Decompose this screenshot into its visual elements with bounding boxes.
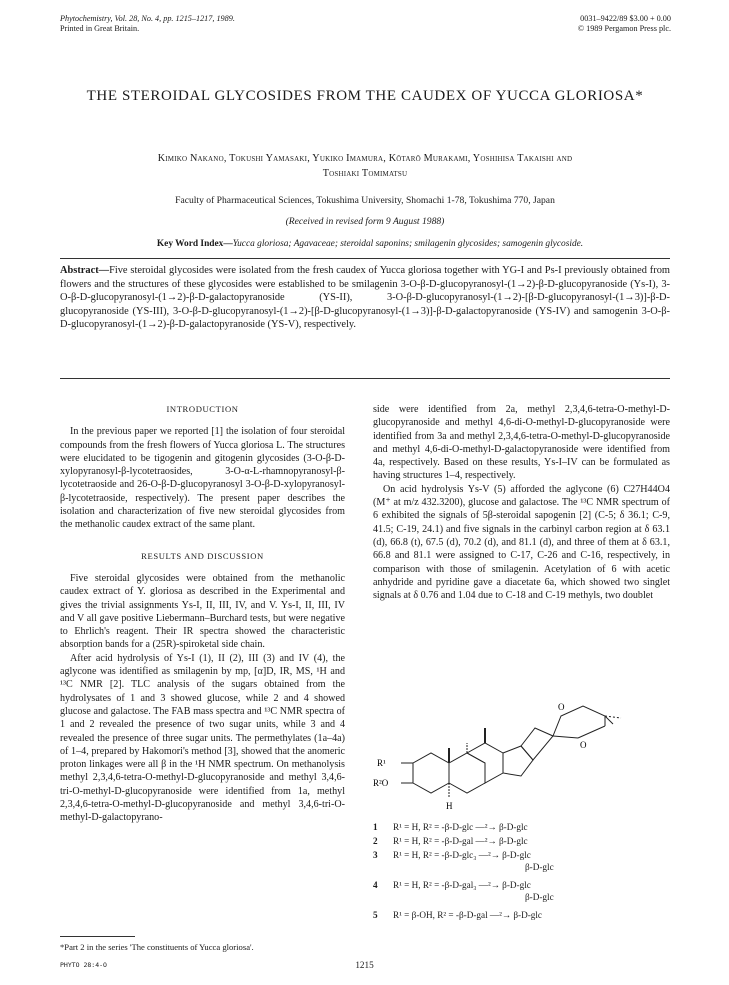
h-label: H <box>446 801 453 811</box>
article-title: THE STEROIDAL GLYCOSIDES FROM THE CAUDEX OF YUCCA GLORIOSA* <box>86 88 644 104</box>
running-header-left <box>60 14 235 34</box>
compound-row: 3 R¹ = H, R² = -β-D-glc₃ —²→ β-D-glc <box>373 850 531 860</box>
results-heading: RESULTS AND DISCUSSION <box>141 550 264 561</box>
compound-branch: β-D-glc <box>525 862 554 872</box>
compound-list <box>373 822 554 922</box>
phyto-code: PHYTO 28:4-O <box>60 961 107 969</box>
compound-row: 4 R¹ = H, R² = -β-D-gal₃ —²→ β-D-glc <box>373 880 531 890</box>
right-paragraph-1: side were identified from 2a, methyl 2,3,4,6-tetra-O-methyl-D-glucopyranoside and methyl 4,6-di-O-methyl-D-glucopyranoside were identified from 3a and methyl 2,3,4,6-tetra-O-methyl-D-glucopyranoside and methyl 4,6-di-O-methyl-D-galactopyranoside were identified from 4a, respectively. Based on these results, Ys-I–IV can be formulated as having structures 1–4, respectively. <box>373 404 670 482</box>
received-date: (Received in revised form 9 August 1988) <box>285 216 445 227</box>
authors-line-2: Toshiaki Tomimatsu <box>322 168 408 179</box>
introduction-text: In the previous paper we reported [1] the isolation of four steroidal compounds from the fresh flowers of Yucca gloriosa L. The structures were elucidated to be tigogenin and gitogenin glycosides (3-O-β-D-xylopyranosyl-β-lycotetraosides, 3-O-α-L-rhamnopyranosyl-β-lycotetraoside and 26-O-β-D-glucopyranosyl 3-O-β-D-xylopyranosyl-β-lycotetraoside, respectively). The present paper describes the isolation and characterization of five new steroidal glycosides from the methanolic caudex extract of the same plant. <box>60 426 345 531</box>
compound-row: 2 R¹ = H, R² = -β-D-gal —²→ β-D-glc <box>373 836 528 846</box>
abstract-bottom-rule <box>60 378 670 379</box>
oxygen-label-ring: O <box>580 740 587 750</box>
keywords-text: Yucca gloriosa; Agavaceae; steroidal saponins; smilagenin glycosides; samogenin glycoside. <box>232 239 584 249</box>
abstract-top-rule <box>60 258 670 259</box>
price-code: 0031–9422/89 $3.00 + 0.00 <box>580 14 671 23</box>
compound-row: 5 R¹ = β-OH, R² = -β-D-gal —²→ β-D-glc <box>373 910 543 920</box>
ring-b <box>449 753 485 793</box>
left-column <box>60 403 345 825</box>
keyword-index <box>100 239 640 249</box>
footnote-rule <box>60 936 135 937</box>
abstract-label: Abstract— <box>60 265 110 276</box>
journal-citation: Phytochemistry, Vol. 28, No. 4, pp. 1215–1217, 1989. <box>60 14 235 23</box>
ring-e <box>521 728 553 760</box>
abstract <box>60 264 670 332</box>
abstract-text: Five steroidal glycosides were isolated from the fresh caudex of Yucca gloriosa together with YG-I and Ps-I previously obtained from flowers and the structures of these glycosides were established to be smilagenin 3-O-β-D-glucopyranosyl-(1→2)-β-D-glucopyranoside (Ys-I), 3-O-β-D-glucopyranosyl-(1→2)-β-D-galactopyranoside (YS-II), 3-O-β-D-glucopyranosyl-(1→2)-[β-D-glucopyranosyl-(1→3)]-β-D-glucopyranoside (YS-III), 3-O-β-D-glucopyranosyl-(1→2)-[β-D-glucopyranosyl-(1→3)]-β-D-galactopyranoside (YS-IV) and samogenin 3-O-β-D-glucopyranosyl-(1→2)-β-D-galactopyranoside (YS-V), respectively. <box>60 265 670 331</box>
results-paragraph-1: Five steroidal glycosides were obtained from the methanolic caudex extract of Y. gloriosa as described in the Experimental and gives the trivial assignments Ys-I, II, III, IV, and V. Ys-I, II, III, IV and V all gave positive Liebermann–Burchard tests, but were negative to Ehrlich's reagent. Their IR spectra showed the characteristic absorption bands for a (25R)-spiroketal side chain. <box>60 572 345 651</box>
ring-a <box>413 753 449 793</box>
ring-d <box>503 746 533 776</box>
keywords-label: Key Word Index— <box>156 239 233 249</box>
page-number: 1215 <box>355 960 374 970</box>
right-paragraph-2: On acid hydrolysis Ys-V (5) afforded the aglycone (6) C27H44O4 (M⁺ at m/z 432.3200), glucose and galactose. The ¹³C NMR spectrum of 6 exhibited the signals of 5β-steroidal sapogenin [2] (C-5; δ 36.1; C-9, 41.5; C-19, 24.1) and five signals in the carbinyl carbon region at δ 63.1 (d), 66.8 (t), 67.5 (d), 70.2 (d), and 81.1 (d), and three of them at δ 63.1, 66.8 and 81.1 were assigned to C-17, C-26 and C-16, respectively, in comparison with those of smilagenin. Acetylation of 6 with acetic anhydride and pyridine gave a diacetate 6a, which showed two singlet signals at δ 0.76 and 1.04 due to C-18 and C-19 methyls, two doublet <box>373 483 670 602</box>
copyright: © 1989 Pergamon Press plc. <box>577 24 671 33</box>
r1-label: R¹ <box>377 758 386 768</box>
authors-line-1: Kimiko Nakano, Tokushi Yamasaki, Yukiko Imamura, Kōtarō Murakami, Yoshihisa Takaishi and <box>157 153 573 164</box>
compound-branch: β-D-glc <box>525 892 554 902</box>
footnote: *Part 2 in the series 'The constituents of Yucca gloriosa'. <box>60 942 254 952</box>
oxygen-label-top: O <box>558 702 565 712</box>
compound-row: 1 R¹ = H, R² = -β-D-glc —²→ β-D-glc <box>373 822 528 832</box>
r2o-label: R²O <box>373 778 389 788</box>
running-header-right <box>578 14 671 34</box>
authors <box>60 151 670 181</box>
results-paragraph-2: After acid hydrolysis of Ys-I (1), II (2), III (3) and IV (4), the aglycone was identified as smilagenin by mp, [α]D, IR, MS, ¹H and ¹³C NMR [2]. TLC analysis of the sugars obtained from the hydrolysates of 1 and 3 showed glucose, while 2 and 4 showed glucose and galactose. The FAB mass spectra and ¹³C NMR spectra of 1 and 2 revealed the presence of two sugar units, while 3 and 4 revealed the presence of three sugar units. The permethylates (1a–4a) of 1–4, prepared by Hakomori's method [3], showed that the anomeric proton linkages were all β in the ¹H NMR spectrum. On methanolysis methyl 2,3,4,6-tetra-O-methyl-D-glucopyranoside and methyl 3,4,6-tri-O-methyl-D-glucopyranoside were identified from 1a, methyl 2,3,4,6-tetra-O-methyl-D-glucopyranoside and methyl 3,4,6-tri-O-methyl-D-galactopyrano- <box>60 652 345 824</box>
steroid-structure-diagram <box>373 668 673 818</box>
printed-in: Printed in Great Britain. <box>60 24 140 33</box>
right-column <box>373 403 670 602</box>
ring-c <box>467 743 503 783</box>
affiliation: Faculty of Pharmaceutical Sciences, Tokushima University, Shomachi 1-78, Tokushima 770, Japan <box>175 195 555 206</box>
introduction-heading: INTRODUCTION <box>166 404 239 414</box>
